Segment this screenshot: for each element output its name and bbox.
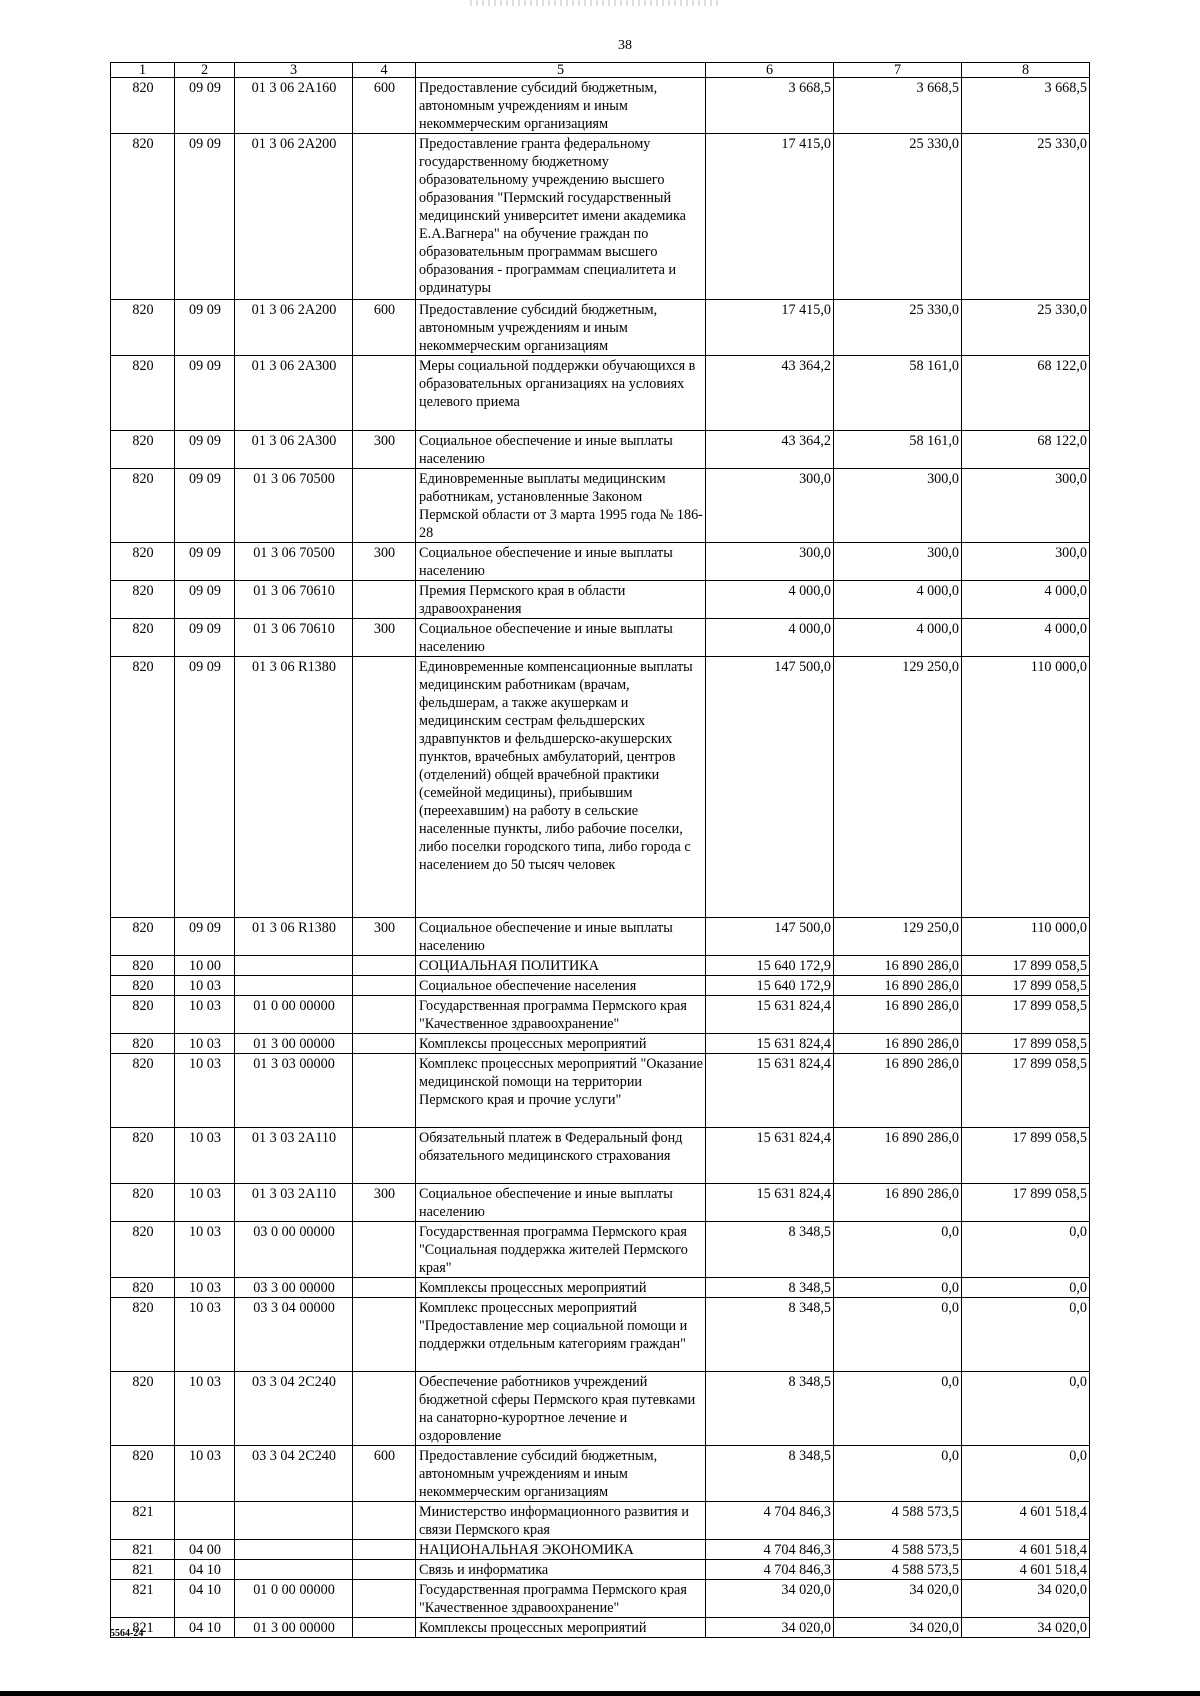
section-code-cell: 09 09 [175, 431, 235, 469]
amount-col8-cell: 25 330,0 [962, 300, 1090, 356]
amount-col6-cell: 34 020,0 [706, 1580, 834, 1618]
amount-col7-cell: 129 250,0 [834, 657, 962, 918]
expense-type-code-cell [353, 1540, 416, 1560]
admin-code-cell: 820 [111, 543, 175, 581]
section-code-cell [175, 1502, 235, 1540]
admin-code-cell: 820 [111, 1222, 175, 1278]
admin-code-cell: 821 [111, 1618, 175, 1638]
amount-col8-cell: 17 899 058,5 [962, 1034, 1090, 1054]
scan-artifact [470, 0, 720, 6]
admin-code-cell: 820 [111, 1278, 175, 1298]
amount-col8-cell: 17 899 058,5 [962, 956, 1090, 976]
amount-col6-cell: 4 000,0 [706, 619, 834, 657]
table-row [111, 300, 1090, 356]
table-row [111, 1618, 1090, 1638]
description-cell: Единовременные компенсационные выплаты медицинским работникам (врачам, фельдшерам, а также акушеркам и медицинским сестрам фельдшерских здравпунктов и фельдшерско-акушерских пунктов, врачебных амбулаторий, центров (отделений) общей врачебной практики (семейной медицины), прибывшим (переехавшим) на работу в сельские населенные пункты, либо рабочие поселки, либо поселки городского типа, либо города с населением до 50 тысяч человек [416, 657, 706, 918]
amount-col8-cell: 34 020,0 [962, 1580, 1090, 1618]
table-row [111, 431, 1090, 469]
amount-col7-cell: 0,0 [834, 1222, 962, 1278]
admin-code-cell: 820 [111, 581, 175, 619]
description-cell: Единовременные выплаты медицинским работникам, установленные Законом Пермской области от 3 марта 1995 года № 186-28 [416, 469, 706, 543]
admin-code-cell: 820 [111, 976, 175, 996]
amount-col8-cell: 110 000,0 [962, 657, 1090, 918]
admin-code-cell: 820 [111, 657, 175, 918]
expense-type-code-cell [353, 134, 416, 300]
table-row [111, 1128, 1090, 1184]
table-row [111, 134, 1090, 300]
section-code-cell: 04 10 [175, 1618, 235, 1638]
section-code-cell: 09 09 [175, 134, 235, 300]
target-article-code-cell: 01 3 06 R1380 [235, 657, 353, 918]
section-code-cell: 04 10 [175, 1560, 235, 1580]
target-article-code-cell: 01 3 06 2А200 [235, 300, 353, 356]
amount-col7-cell: 34 020,0 [834, 1618, 962, 1638]
section-code-cell: 10 03 [175, 1222, 235, 1278]
table-row [111, 918, 1090, 956]
amount-col8-cell: 17 899 058,5 [962, 1184, 1090, 1222]
document-code: 5564-24 [110, 1628, 144, 1639]
table-row [111, 1298, 1090, 1372]
table-row [111, 581, 1090, 619]
table-row [111, 976, 1090, 996]
section-code-cell: 10 03 [175, 1372, 235, 1446]
description-cell: Комплексы процессных мероприятий [416, 1034, 706, 1054]
admin-code-cell: 820 [111, 1298, 175, 1372]
amount-col6-cell: 300,0 [706, 543, 834, 581]
amount-col6-cell: 15 631 824,4 [706, 1128, 834, 1184]
amount-col6-cell: 15 631 824,4 [706, 1184, 834, 1222]
admin-code-cell: 820 [111, 619, 175, 657]
expense-type-code-cell [353, 976, 416, 996]
table-row [111, 1446, 1090, 1502]
amount-col8-cell: 300,0 [962, 469, 1090, 543]
admin-code-cell: 820 [111, 356, 175, 431]
description-cell: Государственная программа Пермского края "Качественное здравоохранение" [416, 1580, 706, 1618]
description-cell: Комплексы процессных мероприятий [416, 1618, 706, 1638]
admin-code-cell: 821 [111, 1540, 175, 1560]
amount-col6-cell: 43 364,2 [706, 356, 834, 431]
target-article-code-cell: 01 3 03 2А110 [235, 1184, 353, 1222]
section-code-cell: 09 09 [175, 356, 235, 431]
amount-col8-cell: 4 601 518,4 [962, 1560, 1090, 1580]
amount-col8-cell: 0,0 [962, 1298, 1090, 1372]
table-row [111, 1372, 1090, 1446]
amount-col8-cell: 17 899 058,5 [962, 976, 1090, 996]
expense-type-code-cell [353, 1278, 416, 1298]
expense-type-code-cell [353, 1618, 416, 1638]
target-article-code-cell: 01 3 03 00000 [235, 1054, 353, 1128]
amount-col8-cell: 4 000,0 [962, 619, 1090, 657]
target-article-code-cell: 01 3 06 70500 [235, 543, 353, 581]
amount-col7-cell: 300,0 [834, 469, 962, 543]
table-row [111, 1222, 1090, 1278]
section-code-cell: 09 09 [175, 657, 235, 918]
header-cell: 6 [706, 63, 834, 78]
amount-col7-cell: 4 000,0 [834, 619, 962, 657]
target-article-code-cell: 01 3 03 2А110 [235, 1128, 353, 1184]
expense-type-code-cell [353, 1054, 416, 1128]
amount-col7-cell: 0,0 [834, 1372, 962, 1446]
section-code-cell: 09 09 [175, 619, 235, 657]
amount-col7-cell: 16 890 286,0 [834, 1034, 962, 1054]
header-cell: 3 [235, 63, 353, 78]
amount-col7-cell: 4 588 573,5 [834, 1560, 962, 1580]
amount-col8-cell: 34 020,0 [962, 1618, 1090, 1638]
expense-type-code-cell: 300 [353, 619, 416, 657]
expense-type-code-cell: 600 [353, 1446, 416, 1502]
description-cell: Обязательный платеж в Федеральный фонд обязательного медицинского страхования [416, 1128, 706, 1184]
expense-type-code-cell: 300 [353, 431, 416, 469]
target-article-code-cell: 01 3 06 2А200 [235, 134, 353, 300]
amount-col7-cell: 4 588 573,5 [834, 1502, 962, 1540]
amount-col7-cell: 25 330,0 [834, 300, 962, 356]
admin-code-cell: 820 [111, 1446, 175, 1502]
amount-col7-cell: 25 330,0 [834, 134, 962, 300]
amount-col6-cell: 15 631 824,4 [706, 996, 834, 1034]
header-row [111, 63, 1090, 78]
amount-col7-cell: 58 161,0 [834, 431, 962, 469]
target-article-code-cell: 01 3 06 70610 [235, 581, 353, 619]
expense-type-code-cell [353, 1372, 416, 1446]
header-cell: 5 [416, 63, 706, 78]
section-code-cell: 09 09 [175, 469, 235, 543]
expense-type-code-cell [353, 1502, 416, 1540]
amount-col8-cell: 0,0 [962, 1222, 1090, 1278]
amount-col7-cell: 0,0 [834, 1278, 962, 1298]
amount-col8-cell: 17 899 058,5 [962, 1054, 1090, 1128]
section-code-cell: 04 00 [175, 1540, 235, 1560]
expense-type-code-cell: 600 [353, 78, 416, 134]
expense-type-code-cell [353, 469, 416, 543]
table-body [111, 78, 1090, 1638]
section-code-cell: 10 03 [175, 1298, 235, 1372]
description-cell: Комплексы процессных мероприятий [416, 1278, 706, 1298]
expense-type-code-cell: 600 [353, 300, 416, 356]
section-code-cell: 09 09 [175, 918, 235, 956]
amount-col6-cell: 15 640 172,9 [706, 976, 834, 996]
amount-col8-cell: 17 899 058,5 [962, 1128, 1090, 1184]
admin-code-cell: 820 [111, 1128, 175, 1184]
table-row [111, 1560, 1090, 1580]
amount-col8-cell: 0,0 [962, 1278, 1090, 1298]
amount-col6-cell: 4 704 846,3 [706, 1560, 834, 1580]
amount-col6-cell: 147 500,0 [706, 918, 834, 956]
header-cell: 7 [834, 63, 962, 78]
target-article-code-cell: 01 3 06 70610 [235, 619, 353, 657]
amount-col6-cell: 15 640 172,9 [706, 956, 834, 976]
amount-col8-cell: 3 668,5 [962, 78, 1090, 134]
table-row [111, 543, 1090, 581]
description-cell: Социальное обеспечение и иные выплаты населению [416, 918, 706, 956]
target-article-code-cell: 01 3 00 00000 [235, 1034, 353, 1054]
target-article-code-cell [235, 976, 353, 996]
expense-type-code-cell [353, 1222, 416, 1278]
table-row [111, 1054, 1090, 1128]
section-code-cell: 04 10 [175, 1580, 235, 1618]
amount-col8-cell: 0,0 [962, 1446, 1090, 1502]
expense-type-code-cell [353, 1560, 416, 1580]
amount-col7-cell: 34 020,0 [834, 1580, 962, 1618]
table-row [111, 1502, 1090, 1540]
description-cell: НАЦИОНАЛЬНАЯ ЭКОНОМИКА [416, 1540, 706, 1560]
description-cell: Министерство информационного развития и связи Пермского края [416, 1502, 706, 1540]
table-row [111, 1184, 1090, 1222]
amount-col6-cell: 8 348,5 [706, 1298, 834, 1372]
amount-col6-cell: 8 348,5 [706, 1372, 834, 1446]
description-cell: Социальное обеспечение и иные выплаты населению [416, 431, 706, 469]
expense-type-code-cell [353, 996, 416, 1034]
header-cell: 4 [353, 63, 416, 78]
header-cell: 2 [175, 63, 235, 78]
amount-col7-cell: 0,0 [834, 1298, 962, 1372]
admin-code-cell: 821 [111, 1580, 175, 1618]
table-row [111, 1034, 1090, 1054]
amount-col6-cell: 4 000,0 [706, 581, 834, 619]
amount-col8-cell: 68 122,0 [962, 431, 1090, 469]
amount-col6-cell: 15 631 824,4 [706, 1034, 834, 1054]
amount-col6-cell: 3 668,5 [706, 78, 834, 134]
amount-col8-cell: 17 899 058,5 [962, 996, 1090, 1034]
expense-type-code-cell [353, 356, 416, 431]
target-article-code-cell [235, 1560, 353, 1580]
target-article-code-cell [235, 956, 353, 976]
target-article-code-cell: 01 0 00 00000 [235, 1580, 353, 1618]
header-cell: 8 [962, 63, 1090, 78]
target-article-code-cell: 03 3 00 00000 [235, 1278, 353, 1298]
amount-col8-cell: 4 601 518,4 [962, 1540, 1090, 1560]
description-cell: Комплекс процессных мероприятий "Предоставление мер социальной помощи и поддержки отдельным категориям граждан" [416, 1298, 706, 1372]
expense-type-code-cell: 300 [353, 1184, 416, 1222]
section-code-cell: 10 03 [175, 1184, 235, 1222]
admin-code-cell: 821 [111, 1560, 175, 1580]
table-row [111, 469, 1090, 543]
page-number: 38 [618, 38, 632, 53]
amount-col7-cell: 4 588 573,5 [834, 1540, 962, 1560]
amount-col6-cell: 4 704 846,3 [706, 1502, 834, 1540]
target-article-code-cell: 03 0 00 00000 [235, 1222, 353, 1278]
admin-code-cell: 820 [111, 1054, 175, 1128]
amount-col7-cell: 16 890 286,0 [834, 1054, 962, 1128]
target-article-code-cell [235, 1502, 353, 1540]
section-code-cell: 10 00 [175, 956, 235, 976]
description-cell: Предоставление субсидий бюджетным, автономным учреждениям и иным некоммерческим организациям [416, 78, 706, 134]
target-article-code-cell: 01 3 06 2А300 [235, 356, 353, 431]
target-article-code-cell: 01 3 00 00000 [235, 1618, 353, 1638]
description-cell: Социальное обеспечение и иные выплаты населению [416, 543, 706, 581]
amount-col6-cell: 43 364,2 [706, 431, 834, 469]
admin-code-cell: 820 [111, 1372, 175, 1446]
amount-col6-cell: 15 631 824,4 [706, 1054, 834, 1128]
admin-code-cell: 820 [111, 918, 175, 956]
expense-type-code-cell [353, 1034, 416, 1054]
section-code-cell: 10 03 [175, 1054, 235, 1128]
amount-col7-cell: 300,0 [834, 543, 962, 581]
amount-col7-cell: 16 890 286,0 [834, 956, 962, 976]
section-code-cell: 09 09 [175, 78, 235, 134]
amount-col7-cell: 58 161,0 [834, 356, 962, 431]
description-cell: Премия Пермского края в области здравоохранения [416, 581, 706, 619]
target-article-code-cell: 01 3 06 70500 [235, 469, 353, 543]
amount-col8-cell: 4 000,0 [962, 581, 1090, 619]
target-article-code-cell: 03 3 04 00000 [235, 1298, 353, 1372]
description-cell: Меры социальной поддержки обучающихся в образовательных организациях на условиях целевого приема [416, 356, 706, 431]
expense-type-code-cell: 300 [353, 543, 416, 581]
target-article-code-cell: 03 3 04 2С240 [235, 1372, 353, 1446]
table-row [111, 996, 1090, 1034]
amount-col6-cell: 147 500,0 [706, 657, 834, 918]
amount-col7-cell: 4 000,0 [834, 581, 962, 619]
expense-type-code-cell: 300 [353, 918, 416, 956]
expense-type-code-cell [353, 657, 416, 918]
admin-code-cell: 820 [111, 956, 175, 976]
amount-col7-cell: 129 250,0 [834, 918, 962, 956]
amount-col7-cell: 16 890 286,0 [834, 1184, 962, 1222]
description-cell: Государственная программа Пермского края "Социальная поддержка жителей Пермского края" [416, 1222, 706, 1278]
table-row [111, 956, 1090, 976]
amount-col8-cell: 4 601 518,4 [962, 1502, 1090, 1540]
section-code-cell: 09 09 [175, 543, 235, 581]
table-row [111, 657, 1090, 918]
section-code-cell: 10 03 [175, 996, 235, 1034]
section-code-cell: 09 09 [175, 300, 235, 356]
admin-code-cell: 820 [111, 469, 175, 543]
target-article-code-cell: 01 3 06 R1380 [235, 918, 353, 956]
amount-col6-cell: 4 704 846,3 [706, 1540, 834, 1560]
amount-col7-cell: 16 890 286,0 [834, 976, 962, 996]
amount-col8-cell: 110 000,0 [962, 918, 1090, 956]
amount-col6-cell: 34 020,0 [706, 1618, 834, 1638]
description-cell: Предоставление субсидий бюджетным, автономным учреждениям и иным некоммерческим организациям [416, 1446, 706, 1502]
admin-code-cell: 820 [111, 134, 175, 300]
section-code-cell: 10 03 [175, 1034, 235, 1054]
description-cell: Предоставление субсидий бюджетным, автономным учреждениям и иным некоммерческим организациям [416, 300, 706, 356]
table-row [111, 1580, 1090, 1618]
admin-code-cell: 820 [111, 1034, 175, 1054]
expense-type-code-cell [353, 1128, 416, 1184]
table-row [111, 356, 1090, 431]
description-cell: Социальное обеспечение населения [416, 976, 706, 996]
section-code-cell: 10 03 [175, 976, 235, 996]
admin-code-cell: 820 [111, 1184, 175, 1222]
description-cell: Связь и информатика [416, 1560, 706, 1580]
amount-col6-cell: 8 348,5 [706, 1446, 834, 1502]
amount-col8-cell: 300,0 [962, 543, 1090, 581]
header-cell: 1 [111, 63, 175, 78]
amount-col8-cell: 25 330,0 [962, 134, 1090, 300]
expense-type-code-cell [353, 581, 416, 619]
target-article-code-cell: 01 3 06 2А300 [235, 431, 353, 469]
amount-col6-cell: 8 348,5 [706, 1222, 834, 1278]
description-cell: СОЦИАЛЬНАЯ ПОЛИТИКА [416, 956, 706, 976]
section-code-cell: 10 03 [175, 1278, 235, 1298]
description-cell: Социальное обеспечение и иные выплаты населению [416, 619, 706, 657]
amount-col7-cell: 16 890 286,0 [834, 996, 962, 1034]
amount-col6-cell: 300,0 [706, 469, 834, 543]
table-row [111, 1278, 1090, 1298]
expense-type-code-cell [353, 1580, 416, 1618]
description-cell: Комплекс процессных мероприятий "Оказание медицинской помощи на территории Пермского края и прочие услуги" [416, 1054, 706, 1128]
table-row [111, 1540, 1090, 1560]
section-code-cell: 10 03 [175, 1446, 235, 1502]
amount-col7-cell: 16 890 286,0 [834, 1128, 962, 1184]
amount-col7-cell: 0,0 [834, 1446, 962, 1502]
target-article-code-cell [235, 1540, 353, 1560]
amount-col8-cell: 68 122,0 [962, 356, 1090, 431]
admin-code-cell: 820 [111, 78, 175, 134]
amount-col8-cell: 0,0 [962, 1372, 1090, 1446]
table-row [111, 619, 1090, 657]
target-article-code-cell: 01 0 00 00000 [235, 996, 353, 1034]
table-row [111, 78, 1090, 134]
description-cell: Социальное обеспечение и иные выплаты населению [416, 1184, 706, 1222]
section-code-cell: 09 09 [175, 581, 235, 619]
expense-type-code-cell [353, 1298, 416, 1372]
description-cell: Обеспечение работников учреждений бюджетной сферы Пермского края путевками на санаторно-курортное лечение и оздоровление [416, 1372, 706, 1446]
admin-code-cell: 820 [111, 996, 175, 1034]
admin-code-cell: 820 [111, 300, 175, 356]
description-cell: Предоставление гранта федеральному государственному бюджетному образовательному учреждению высшего образования "Пермский государственный медицинский университет имени академика Е.А.Вагнера" на обучение граждан по образовательным программам высшего образования - программам специалитета и ординатуры [416, 134, 706, 300]
admin-code-cell: 821 [111, 1502, 175, 1540]
expense-type-code-cell [353, 956, 416, 976]
target-article-code-cell: 01 3 06 2А160 [235, 78, 353, 134]
amount-col6-cell: 17 415,0 [706, 300, 834, 356]
budget-table [110, 62, 1090, 1638]
scan-bottom-edge [0, 1691, 1200, 1696]
target-article-code-cell: 03 3 04 2С240 [235, 1446, 353, 1502]
admin-code-cell: 820 [111, 431, 175, 469]
amount-col6-cell: 8 348,5 [706, 1278, 834, 1298]
description-cell: Государственная программа Пермского края "Качественное здравоохранение" [416, 996, 706, 1034]
amount-col6-cell: 17 415,0 [706, 134, 834, 300]
amount-col7-cell: 3 668,5 [834, 78, 962, 134]
section-code-cell: 10 03 [175, 1128, 235, 1184]
